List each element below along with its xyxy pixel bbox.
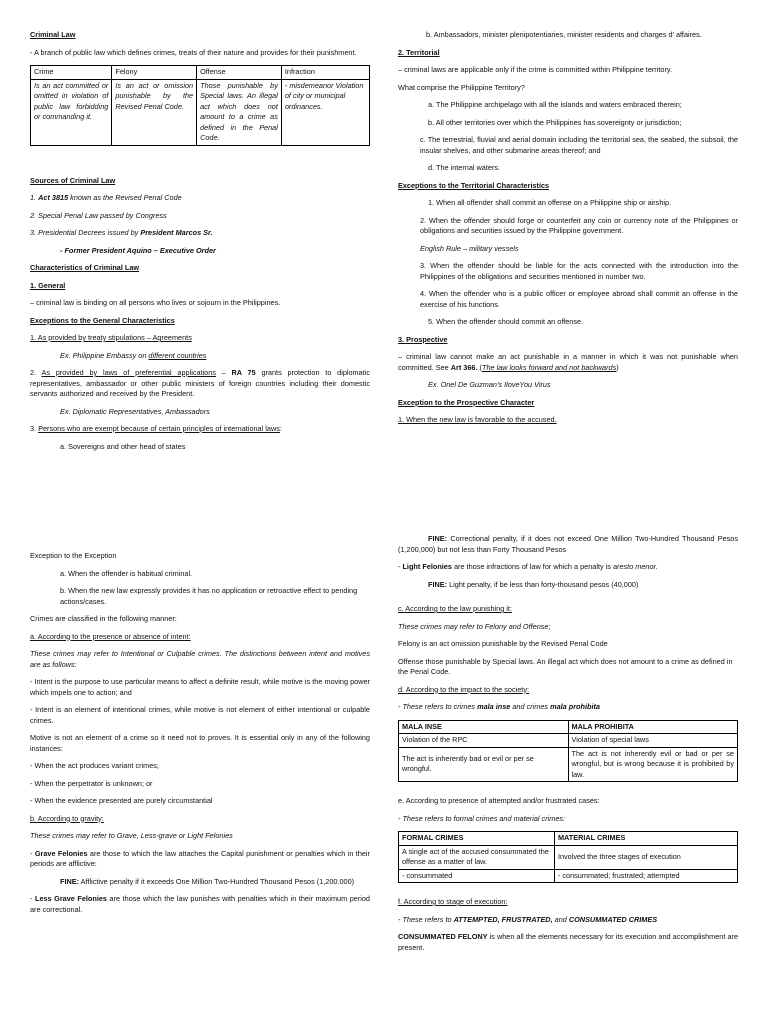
exception-item: 4. When the offender who is a public officer or employee abroad shall commit an offense in the exercise of his functions. xyxy=(420,289,738,309)
table-header: Infraction xyxy=(281,66,369,80)
table-cell: A single act of the accused consummated the offense as a matter of law. xyxy=(399,845,555,869)
table-cell: Involved the three stages of execution xyxy=(554,845,737,869)
italic-note: These crimes may refer to Grave, Less-grave or Light Felonies xyxy=(30,831,233,840)
table-cell: - consummated xyxy=(399,869,555,883)
heading-criminal-law: Criminal Law xyxy=(30,30,76,39)
heading-a: a. According to the presence or absence of intent: xyxy=(30,631,191,641)
fine-light: FINE: Light penalty, if be less than forty-thousand pesos (40,000) xyxy=(428,579,639,589)
table-row xyxy=(399,845,738,869)
italic-note: These crimes may refer to Intentional or Culpable crimes. The distinctions between intent and motives are as follows: xyxy=(30,649,370,669)
fine-correctional: FINE: Correctional penalty, if it does not exceed One Million Two-Hundred Thousand Pesos (1,200,000) but not less than Forty Thousand Pesos xyxy=(398,534,738,554)
heading-exceptions-general: Exceptions to the General Characteristics xyxy=(30,315,175,325)
table-cell: - misdemeanor Violation of city or municipal ordinances. xyxy=(281,79,369,145)
table-row xyxy=(399,869,738,883)
exception-item: 3. When the offender should be liable for the acts connected with the introduction into the Philippines of the obligations and securities mentioned in number two. xyxy=(420,261,738,281)
english-rule: English Rule – military vessels xyxy=(420,243,519,253)
heading-exception-exception: Exception to the Exception xyxy=(30,551,117,560)
heading-e: e. According to presence of attempted and/or frustrated cases: xyxy=(398,796,600,805)
prospective-text: – criminal law cannot make an act punishable in a manner in which it was not punishable when committed. See Art 366. (The law looks forward and not backwards) xyxy=(398,352,738,372)
territorial-text: – criminal laws are applicable only if the crime is committed within Philippine territory. xyxy=(398,65,673,74)
general-text: – criminal law is binding on all persons who lives or sojourn in the Philippines. xyxy=(30,298,281,307)
motive-item: - When the evidence presented are purely circumstantial xyxy=(30,796,213,805)
territory-question: What comprise the Philippine Territory? xyxy=(398,82,525,92)
source-item: 2. Special Penal Law passed by Congress xyxy=(30,210,167,220)
heading-b: b. According to gravity: xyxy=(30,813,104,823)
example-text: Ex. Diplomatic Representatives, Ambassadors xyxy=(60,406,210,416)
formal-material-table xyxy=(398,831,738,883)
fine-afflictive: FINE: Afflictive penalty if it exceeds One Million Two-Hundred Thousand Pesos (1,200.000) xyxy=(60,876,355,886)
italic-note: - These refers to crimes mala inse and crimes mala prohibita xyxy=(398,702,600,711)
table-header: MALA PROHIBITA xyxy=(568,720,738,734)
sub-item: b. Ambassadors, minister plenipotentiaries, minister residents and charges d’ affaires. xyxy=(426,30,702,39)
exception-item: 1. As provided by treaty stipulations – Agreements xyxy=(30,333,192,342)
mala-table xyxy=(398,720,738,783)
sub-item: a. Sovereigns and other head of states xyxy=(60,441,186,451)
consummated-felony: CONSUMMATED FELONY is when all the elements necessary for its execution and accomplishment are present. xyxy=(398,932,739,952)
intent-item: - Intent is the purpose to use particular means to affect a definite result, while motive is the moving power which impels one to action; and xyxy=(30,677,370,697)
exception-item: 2. As provided by laws of preferential applications – RA 75 grants protection to diplomatic representatives, ambassador or other public ministers of foreign countries including their domestic servants authorized and received by the President. xyxy=(30,368,370,398)
criminal-law-definition: - A branch of public law which defines crimes, treats of their nature and provides for their punishment. xyxy=(30,47,357,57)
table-cell: The act is not inherently evil or bad or per se wrongful, but is wrong because it is prohibited by law. xyxy=(568,747,738,782)
crime-classification-table xyxy=(30,65,370,146)
table-header: FORMAL CRIMES xyxy=(399,832,555,846)
table-cell: The act is inherently bad or evil or per se wrongful. xyxy=(399,747,569,782)
intent-item: - Intent is an element of intentional crimes, while motive is not element of either intentional or culpable crimes. xyxy=(30,705,370,725)
source-item: 3. Presidential Decrees issued by President Marcos Sr. xyxy=(30,228,213,237)
heading-characteristics: Characteristics of Criminal Law xyxy=(30,263,140,272)
heading-c: c. According to the law punishing it: xyxy=(398,604,512,613)
table-row xyxy=(399,747,738,782)
heading-general: 1. General xyxy=(30,280,66,290)
bottom-left-column xyxy=(30,551,370,922)
table-cell: Those punishable by Special laws. An illegal act which does not amount to a crime as defined in the Penal Code. xyxy=(197,79,282,145)
territory-item: c. The terrestrial, fluvial and aerial domain including the territorial sea, the seabed, the subsoil, the insular shelves, and other submarine areas thereof; and xyxy=(420,135,738,155)
territory-item: a. The Philippine archipelago with all the islands and waters embraced therein; xyxy=(428,100,682,109)
table-header: MATERIAL CRIMES xyxy=(554,832,737,846)
table-row xyxy=(399,734,738,748)
offense-text: Offense those punishable by Special laws. An illegal act which does not amount to a crime as defined in the Penal Code. xyxy=(398,656,733,676)
sub-item: a. When the offender is habitual criminal. xyxy=(60,568,193,578)
table-header: Offense xyxy=(197,66,282,80)
territory-item: b. All other territories over which the Philippines has sovereignty or jurisdiction; xyxy=(428,117,682,127)
italic-note: - These refers to ATTEMPTED, FRUSTRATED, and CONSUMMATED CRIMES xyxy=(398,914,658,924)
table-cell: Is an act committed or omitted in violation of public law forbidding or commanding it. xyxy=(31,79,112,145)
heading-prospective: 3. Prospective xyxy=(398,334,448,344)
table-header: Crime xyxy=(31,66,112,80)
bottom-right-column xyxy=(398,534,738,960)
top-right-column xyxy=(398,30,738,433)
heading-exceptions-territorial: Exceptions to the Territorial Characteristics xyxy=(398,180,550,190)
less-grave-felonies: - Less Grave Felonies are those which the law punishes with penalties which in their maximum period are correctional. xyxy=(30,894,370,914)
top-left-column xyxy=(30,30,370,459)
italic-note: - These refers to formal crimes and material crimes: xyxy=(398,813,566,823)
source-item: 1. Act 3815 known as the Revised Penal Code xyxy=(30,193,182,202)
light-felonies: - Light Felonies are those infractions of law for which a penalty is aresto menor. xyxy=(398,562,658,571)
heading-f: f. According to stage of execution: xyxy=(398,897,508,906)
sub-item: b. When the new law expressly provides it has no application or retroactive effect to pending actions/cases. xyxy=(60,586,358,606)
table-cell: Violation of special laws xyxy=(568,734,738,748)
table-cell: - consummated; frustrated; attempted xyxy=(554,869,737,883)
exception-item: 3. Persons who are exempt because of certain principles of international laws: xyxy=(30,424,282,433)
example-text: Ex. Onel De Guzman’s IloveYou Virus xyxy=(428,380,551,389)
source-item: - Former President Aquino – Executive Order xyxy=(60,245,216,255)
heading-territorial: 2. Territorial xyxy=(398,47,440,57)
exception-item: 2. When the offender should forge or counterfeit any coin or currency note of the Philippines or obligations and securities issued by the Philippine government. xyxy=(420,215,738,235)
motive-item: - When the act produces variant crimes; xyxy=(30,761,159,770)
heading-d: d. According to the impact to the society: xyxy=(398,684,530,694)
heading-sources: Sources of Criminal Law xyxy=(30,175,116,185)
italic-note: These crimes may refer to Felony and Offense; xyxy=(398,621,551,631)
classified-text: Crimes are classified in the following manner: xyxy=(30,614,177,623)
grave-felonies: - Grave Felonies are those to which the law attaches the Capital punishment or penalties which in their periods are afflictive: xyxy=(30,848,370,868)
table-cell: Is an act or omission punishable by the Revised Penal Code. xyxy=(112,79,197,145)
motive-text: Motive is not an element of a crime so it need not to proves. It is essential only in any of the following instances: xyxy=(30,733,370,753)
example-text: Ex. Philippine Embassy on different countries xyxy=(60,350,207,360)
table-cell: Violation of the RPC xyxy=(399,734,569,748)
table-header: Felony xyxy=(112,66,197,80)
heading-exception-prospective: Exception to the Prospective Character xyxy=(398,397,535,407)
exception-item: 5. When the offender should commit an offense. xyxy=(428,317,584,326)
exception-item: 1. When all offender shall commit an offense on a Philippine ship or airship. xyxy=(428,198,672,207)
felony-text: Felony is an act omission punishable by the Revised Penal Code xyxy=(398,639,608,648)
motive-item: - When the perpetrator is unknown; or xyxy=(30,778,153,788)
territory-item: d. The internal waters. xyxy=(428,163,501,172)
prospective-exception-item: 1. When the new law is favorable to the accused. xyxy=(398,415,557,424)
table-header: MALA INSE xyxy=(399,720,569,734)
